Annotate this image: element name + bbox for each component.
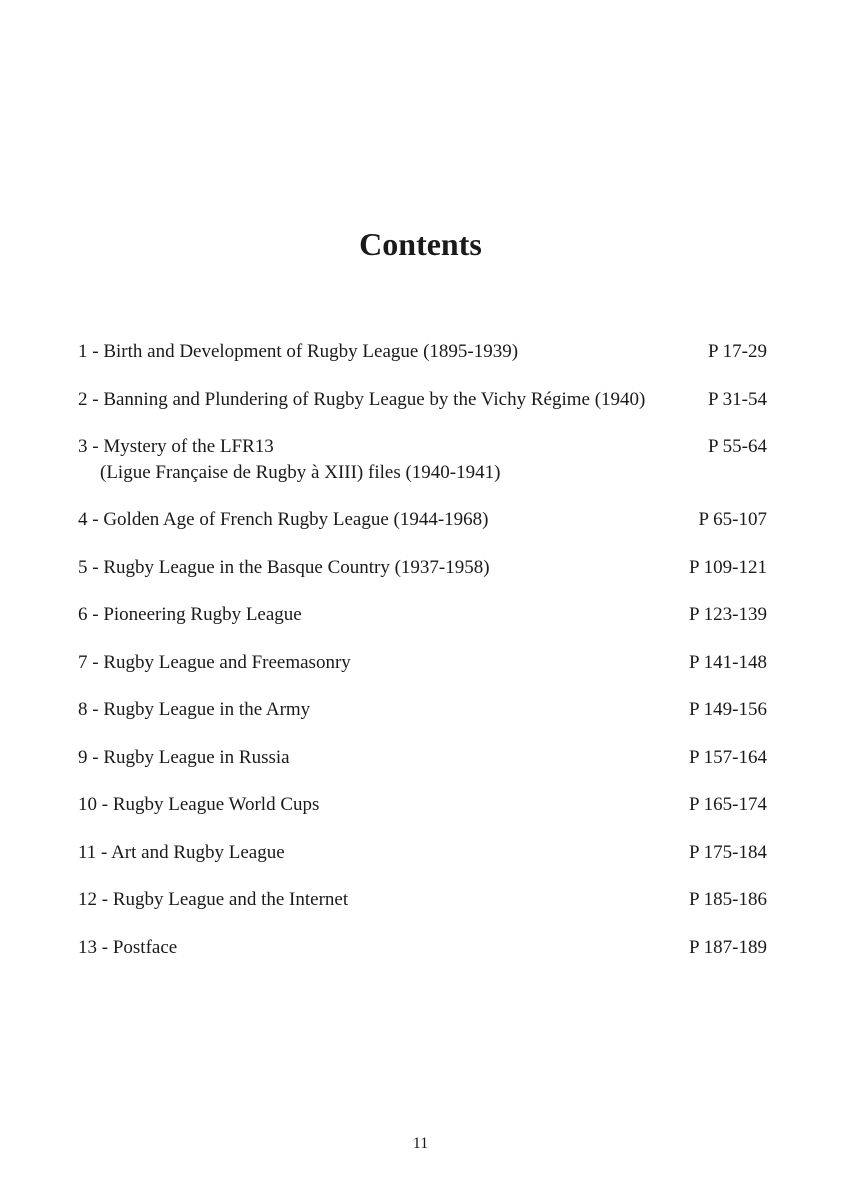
toc-entry-title: 2 - Banning and Plundering of Rugby League by the Vichy Régime (1940) bbox=[78, 388, 646, 410]
toc-entry-pages: P 17-29 bbox=[708, 341, 767, 362]
toc-entry-title: 12 - Rugby League and the Internet bbox=[78, 889, 349, 910]
toc-entry-title: 4 - Golden Age of French Rugby League (1944-1968) bbox=[78, 509, 489, 530]
toc-entry-title: 11 - Art and Rugby League bbox=[78, 841, 285, 863]
page-title: Contents bbox=[359, 226, 482, 262]
toc-entry-4 bbox=[78, 507, 767, 555]
toc-entry-title: 13 - Postface bbox=[78, 936, 178, 958]
toc-entry-pages: P 31-54 bbox=[708, 388, 767, 410]
toc-entry-title: 10 - Rugby League World Cups bbox=[78, 794, 320, 815]
toc-entry-title: 9 - Rugby League in Russia bbox=[78, 746, 290, 768]
toc-entry-6 bbox=[78, 602, 767, 650]
toc-entry-1 bbox=[78, 339, 767, 387]
page-number: 11 bbox=[412, 1135, 429, 1152]
toc-entry-title: 3 - Mystery of the LFR13 bbox=[78, 436, 274, 457]
toc-entry-title: 6 - Pioneering Rugby League bbox=[78, 604, 302, 625]
toc-entry-pages: P 55-64 bbox=[708, 436, 767, 457]
toc-entry-title: 8 - Rugby League in the Army bbox=[78, 699, 311, 720]
toc-entry-pages: P 123-139 bbox=[689, 604, 767, 625]
toc-entry-pages: P 109-121 bbox=[689, 556, 767, 578]
toc-entry-13 bbox=[78, 935, 767, 983]
toc-entry-pages: P 175-184 bbox=[689, 841, 767, 863]
toc-entry-11 bbox=[78, 840, 767, 888]
toc-entry-pages: P 65-107 bbox=[698, 509, 767, 530]
toc-entry-pages: P 165-174 bbox=[689, 794, 767, 815]
toc-entry-9 bbox=[78, 745, 767, 793]
toc-entry-pages: P 149-156 bbox=[689, 699, 767, 720]
toc-entry-pages: P 185-186 bbox=[689, 889, 767, 910]
toc-entry-pages: P 187-189 bbox=[689, 936, 767, 958]
table-of-contents bbox=[78, 339, 767, 982]
toc-entry-3 bbox=[78, 434, 767, 507]
toc-entry-5 bbox=[78, 555, 767, 603]
toc-entry-8 bbox=[78, 697, 767, 745]
toc-entry-title: 7 - Rugby League and Freemasonry bbox=[78, 651, 351, 673]
toc-entry-10 bbox=[78, 792, 767, 840]
toc-entry-2 bbox=[78, 387, 767, 435]
toc-entry-subtitle: (Ligue Française de Rugby à XIII) files (1940-1941) bbox=[100, 462, 501, 483]
toc-entry-title: 5 - Rugby League in the Basque Country (1937-1958) bbox=[78, 556, 490, 578]
toc-entry-title: 1 - Birth and Development of Rugby League (1895-1939) bbox=[78, 341, 519, 362]
toc-entry-12 bbox=[78, 887, 767, 935]
toc-entry-pages: P 157-164 bbox=[689, 746, 767, 768]
toc-entry-7 bbox=[78, 650, 767, 698]
toc-entry-pages: P 141-148 bbox=[689, 651, 767, 673]
